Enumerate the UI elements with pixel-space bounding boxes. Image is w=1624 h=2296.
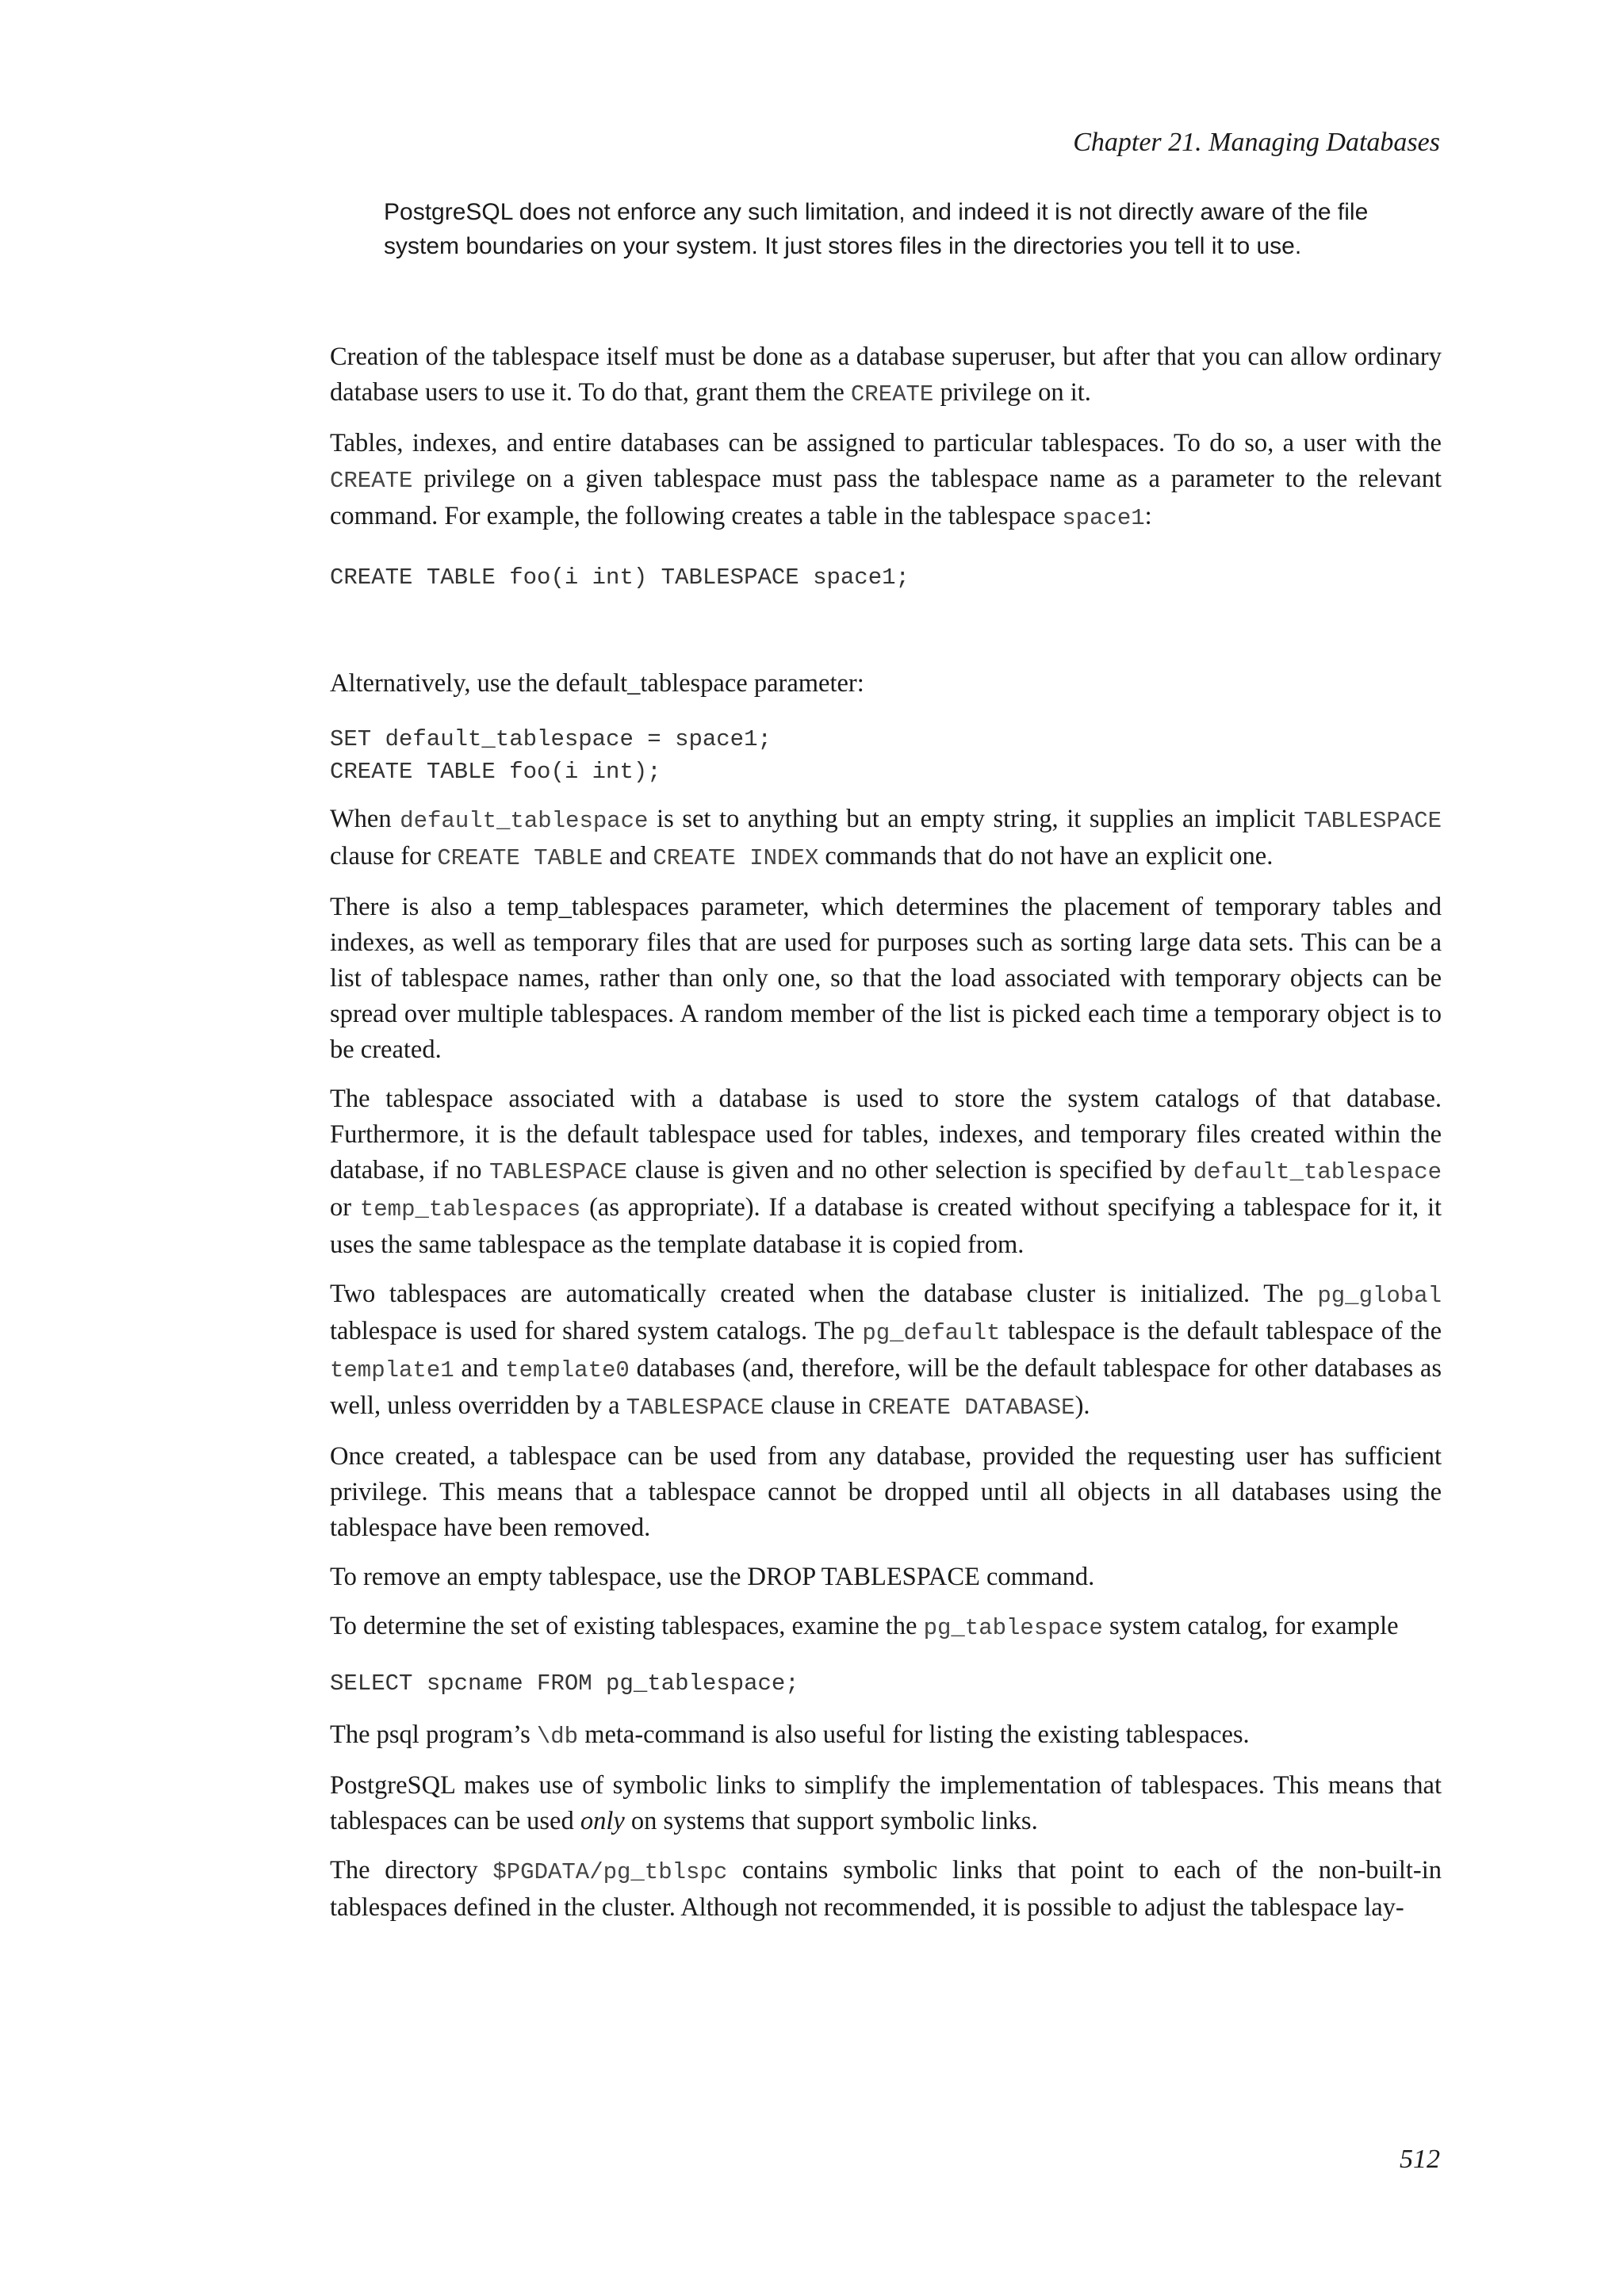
paragraph-list-tablespaces: To determine the set of existing tablespaces, examine the pg_tablespace system catalog, for example xyxy=(330,1612,1399,1641)
body-text xyxy=(330,339,1442,1939)
paragraph-assign-tablespaces: Tables, indexes, and entire databases can be assigned to particular tablespaces. To do so, a user with the CREATE privilege on a given tablespace must pass the tablespace name as a parameter to the relevant command. For example, the following creates a table in the tablespace space1: xyxy=(330,429,1442,531)
paragraph-symbolic-links: PostgreSQL makes use of symbolic links to simplify the implementation of tablespaces. This means that tablespaces can be used only on systems that support symbolic links. xyxy=(330,1771,1442,1835)
paragraph-tablespace-usage: Once created, a tablespace can be used from any database, provided the requesting user has sufficient privilege. This means that a tablespace cannot be dropped until all objects in all databases using the tablespace have been removed. xyxy=(330,1442,1442,1542)
running-header: Chapter 21. Managing Databases xyxy=(1073,128,1440,157)
code-set-default-tablespace: SET default_tablespace = space1; CREATE TABLE foo(i int); xyxy=(330,726,772,785)
paragraph-default-tablespace: Alternatively, use the default_tablespace parameter: xyxy=(330,669,864,698)
paragraph-psql-db-command: The psql program’s \db meta-command is also useful for listing the existing tablespaces. xyxy=(330,1720,1250,1750)
page-number: 512 xyxy=(1400,2145,1440,2174)
paragraph-pg-tblspc: The directory $PGDATA/pg_tblspc contains symbolic links that point to each of the non-built-in tablespaces defined in the cluster. Although not recommended, it is possible to adjust the tablespace lay- xyxy=(330,1856,1442,1922)
paragraph-builtin-tablespaces: Two tablespaces are automatically created when the database cluster is initialized. The pg_global tablespace is used for shared system catalogs. The pg_default tablespace is the default tablespace of the template1 and template0 databases (and, therefore, will be the default tablespace for other databases as well, unless overridden by a TABLESPACE clause in CREATE DATABASE). xyxy=(330,1280,1442,1421)
paragraph-implicit-clause: When default_tablespace is set to anything but an empty string, it supplies an implicit TABLESPACE clause for CREATE TABLE and CREATE INDEX commands that do not have an explicit one. xyxy=(330,805,1442,871)
note-block xyxy=(384,195,1442,263)
paragraph-grant-create: Creation of the tablespace itself must be done as a database superuser, but after that you can allow ordinary database users to use it. To do that, grant them the CREATE privilege on it. xyxy=(330,342,1442,408)
code-create-table-tablespace: CREATE TABLE foo(i int) TABLESPACE space1; xyxy=(330,564,910,591)
paragraph-temp-tablespaces: There is also a temp_tablespaces parameter, which determines the placement of temporary tables and indexes, as well as temporary files that are used for purposes such as sorting large data sets. This can be a list of tablespace names, rather than only one, so that the load associated with temporary objects can be spread over multiple tablespaces. A random member of the list is picked each time a temporary object is to be created. xyxy=(330,893,1442,1064)
paragraph-database-tablespace: The tablespace associated with a database is used to store the system catalogs of that database. Furthermore, it is the default tablespace used for tables, indexes, and temporary files created within the database, if no TABLESPACE clause is given and no other selection is specified by default_tablespace or temp_tablespaces (as appropriate). If a database is created without specifying a tablespace for it, it uses the same tablespace as the template database it is copied from. xyxy=(330,1085,1442,1259)
note-text: PostgreSQL does not enforce any such limitation, and indeed it is not directly aware of the file system boundaries on your system. It just stores files in the directories you tell it to use. xyxy=(384,199,1369,259)
paragraph-drop-tablespace: To remove an empty tablespace, use the DROP TABLESPACE command. xyxy=(330,1563,1095,1591)
code-select-spcname: SELECT spcname FROM pg_tablespace; xyxy=(330,1670,799,1697)
